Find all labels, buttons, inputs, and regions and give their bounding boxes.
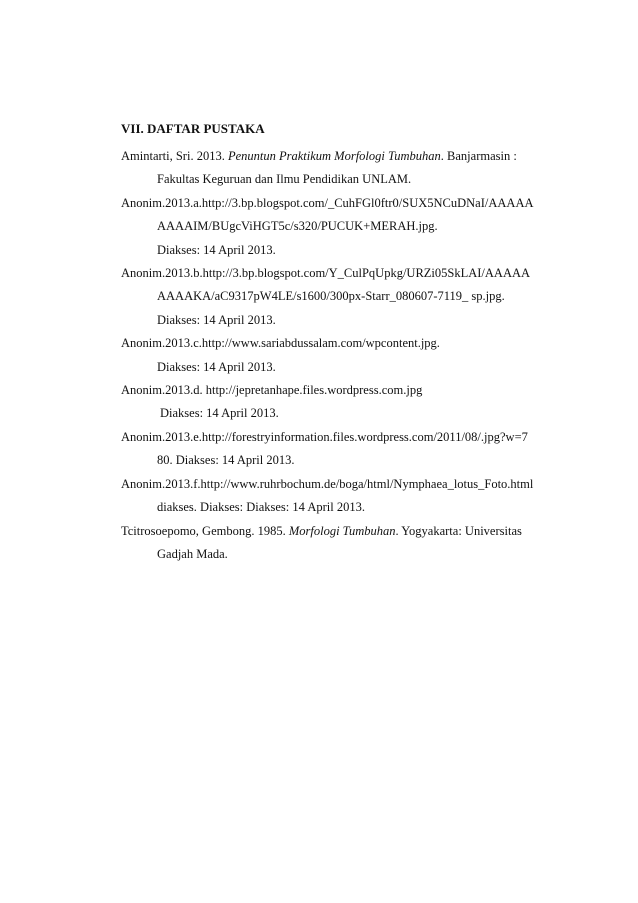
reference-continuation-line xyxy=(121,215,561,238)
reference-entry xyxy=(121,332,561,379)
reference-text: Anonim.2013.a.http://3.bp.blogspot.com/_CuhFGl0ftr0/SUX5NCuDNaI/AAAAA xyxy=(121,195,534,210)
reference-text: AAAAKA/aC9317pW4LE/s1600/300px-Starr_080607-7119_ sp.jpg. xyxy=(157,289,505,304)
reference-continuation-line xyxy=(121,285,561,308)
reference-title: Penuntun Praktikum Morfologi Tumbuhan xyxy=(227,149,441,163)
reference-text: AAAAIM/BUgcViHGT5c/s320/PUCUK+MERAH.jpg. xyxy=(157,219,438,234)
reference-text: Fakultas Keguruan dan Ilmu Pendidikan UNLAM. xyxy=(157,172,412,187)
reference-text: . Yogyakarta: Universitas xyxy=(395,523,522,538)
reference-continuation-line xyxy=(121,309,561,332)
reference-text: Anonim.2013.c.http://www.sariabdussalam.com/wpcontent.jpg. xyxy=(121,336,440,351)
reference-text: Anonim.2013.e.http://forestryinformation.files.wordpress.com/2011/08/.jpg?w=7 xyxy=(121,429,528,444)
reference-continuation-line xyxy=(121,543,561,566)
reference-text: . Banjarmasin : xyxy=(440,149,517,163)
reference-first-line xyxy=(121,520,561,543)
reference-first-line xyxy=(121,145,561,168)
reference-continuation-line xyxy=(121,449,561,472)
reference-entry xyxy=(121,192,561,262)
reference-entry xyxy=(121,262,561,332)
section-heading: VII. DAFTAR PUSTAKA xyxy=(121,121,265,136)
reference-continuation-line xyxy=(121,402,561,425)
bibliography-section xyxy=(121,121,561,566)
reference-first-line xyxy=(121,192,561,215)
reference-entry xyxy=(121,473,561,520)
reference-first-line xyxy=(121,262,561,285)
reference-first-line xyxy=(121,473,561,496)
reference-text: Gadjah Mada. xyxy=(157,546,228,561)
reference-text: Diakses: 14 April 2013. xyxy=(157,359,276,374)
reference-text: 80. Diakses: 14 April 2013. xyxy=(157,453,295,468)
reference-first-line xyxy=(121,379,561,402)
reference-text: Tcitrosoepomo, Gembong. 1985. xyxy=(121,523,289,538)
reference-continuation-line xyxy=(121,356,561,379)
reference-continuation-line xyxy=(121,239,561,262)
reference-entry xyxy=(121,379,561,426)
reference-first-line xyxy=(121,332,561,355)
reference-text: diakses. Diakses: Diakses: 14 April 2013. xyxy=(157,500,365,515)
reference-text: Amintarti, Sri. 2013. xyxy=(121,149,228,163)
reference-continuation-line xyxy=(121,168,561,191)
reference-entry xyxy=(121,426,561,473)
reference-entry xyxy=(121,145,561,192)
reference-entry xyxy=(121,520,561,567)
reference-first-line xyxy=(121,426,561,449)
reference-text: Anonim.2013.d. http://jepretanhape.files.wordpress.com.jpg xyxy=(121,383,423,398)
reference-text: Anonim.2013.f.http://www.ruhrbochum.de/boga/html/Nymphaea_lotus_Foto.html xyxy=(121,476,534,491)
reference-title: Morfologi Tumbuhan xyxy=(288,523,396,538)
reference-text: Diakses: 14 April 2013. xyxy=(157,242,276,257)
reference-text: Diakses: 14 April 2013. xyxy=(160,406,279,421)
reference-text: Anonim.2013.b.http://3.bp.blogspot.com/Y_CulPqUpkg/URZi05SkLAI/AAAAA xyxy=(121,266,531,281)
reference-list xyxy=(121,145,561,566)
reference-text: Diakses: 14 April 2013. xyxy=(157,312,276,327)
reference-continuation-line xyxy=(121,496,561,519)
